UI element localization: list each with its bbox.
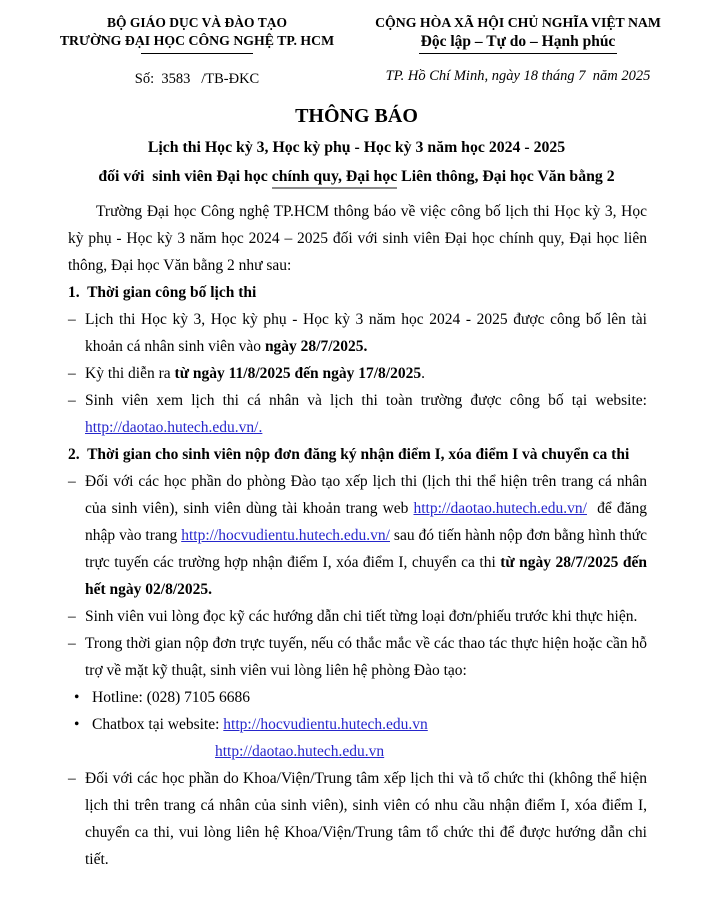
text-segment: Sinh viên xem lịch thi cá nhân và lịch thi toàn trường được công bố tại website: xyxy=(85,392,647,409)
list-item xyxy=(68,630,647,684)
dash-marker: – xyxy=(68,365,76,382)
subtitle-line1: Lịch thi Học kỳ 3, Học kỳ phụ - Học kỳ 3 năm học 2024 - 2025 xyxy=(147,139,566,156)
place-date-line: TP. Hồ Chí Minh, ngày 18 tháng 7 năm 2025 xyxy=(385,68,651,84)
hocvudientu-website-link[interactable]: http://hocvudientu.hutech.edu.vn xyxy=(223,716,428,733)
list-item-text xyxy=(85,630,647,684)
list-item-text xyxy=(85,603,647,630)
text-segment: đối với sinh viên Đại học xyxy=(98,168,272,185)
list-item xyxy=(68,387,647,441)
national-header-block xyxy=(353,14,683,88)
text-segment: ngày 28/7/2025. xyxy=(264,338,368,355)
text-segment: chính quy, Đại học xyxy=(272,168,398,189)
document-title: THÔNG BÁO xyxy=(295,105,418,127)
section-1-heading: 1. Thời gian công bố lịch thi xyxy=(68,284,257,301)
text-segment: từ ngày 28/7/2025 đến hết ngày 02/8/2025. xyxy=(85,554,647,598)
text-segment: Đối với các học phần do phòng Đào tạo xếp lịch thi (lịch thi thể hiện trên trang cá nhân của sinh viên), sinh viên dùng tài khoản trang web xyxy=(85,473,647,517)
intro-paragraph xyxy=(68,198,647,279)
national-motto-row xyxy=(353,32,683,54)
document-number: Số: 3583 /TB-ĐKC xyxy=(134,71,260,87)
text-segment: Lịch thi Học kỳ 3, Học kỳ phụ - Học kỳ 3 năm học 2024 - 2025 được công bố lên tài khoản cá nhân sinh viên vào xyxy=(85,311,647,355)
text-segment: Chatbox tại website: xyxy=(92,716,224,733)
subtitle-line2 xyxy=(0,165,713,189)
bullet-marker: • xyxy=(74,716,80,733)
text-segment: Liên thông, Đại học Văn bằng 2 xyxy=(397,168,615,185)
text-segment: Trong thời gian nộp đơn trực tuyến, nếu có thắc mắc về các thao tác thực hiện hoặc cần hỗ trợ về mặt kỹ thuật, sinh viên vui lòng liên hệ phòng Đào tạo: xyxy=(85,635,647,679)
daotao-website-link[interactable]: http://daotao.hutech.edu.vn/. xyxy=(85,419,263,436)
list-item xyxy=(68,765,647,873)
section-2-heading: 2. Thời gian cho sinh viên nộp đơn đăng ký nhận điểm I, xóa điểm I và chuyển ca thi xyxy=(68,446,630,463)
bullet-item-chatbox xyxy=(68,711,647,738)
document-body xyxy=(0,189,713,873)
text-segment: . xyxy=(421,365,425,382)
dash-marker: – xyxy=(68,392,76,409)
text-segment: Sinh viên vui lòng đọc kỹ các hướng dẫn chi tiết từng loại đơn/phiếu trước khi thực hiện. xyxy=(85,608,638,625)
text-segment: sau đó tiến hành nộp đơn bằng hình thức trực tuyến các trường hợp nhận điểm I, xóa điểm I, chuyển ca thi xyxy=(85,527,647,571)
bullet-item-text xyxy=(92,684,647,711)
dash-marker: – xyxy=(68,311,76,328)
text-segment: Hotline: (028) 7105 6686 xyxy=(92,689,250,706)
bullet-marker: • xyxy=(74,689,80,706)
list-item-text xyxy=(85,387,647,441)
text-segment: Kỳ thi diễn ra xyxy=(85,365,175,382)
list-item xyxy=(68,306,647,360)
text-segment: Đối với các học phần do Khoa/Viện/Trung tâm xếp lịch thi và tổ chức thi (không thể hiện lịch thi trên trang cá nhân của sinh viên), sinh viên có nhu cầu nhận điểm I, xóa điểm I, chuyển ca thi, vui lòng liên hệ Khoa/Viện/Trung tâm tổ chức thi để được hướng dẫn chi tiết. xyxy=(85,770,647,868)
list-item-text xyxy=(85,306,647,360)
hocvudientu-website-link[interactable]: http://hocvudientu.hutech.edu.vn/ xyxy=(181,527,390,544)
list-item xyxy=(68,468,647,603)
list-item xyxy=(68,603,647,630)
university-name: TRƯỜNG ĐẠI HỌC CÔNG NGHỆ TP. HCM xyxy=(59,33,335,48)
header-rule xyxy=(141,53,253,54)
bullet-item-hotline xyxy=(68,684,647,711)
list-item-text xyxy=(85,468,647,603)
issuing-authority-block xyxy=(52,14,342,88)
document-header xyxy=(0,0,713,88)
ministry-name: BỘ GIÁO DỤC VÀ ĐÀO TẠO xyxy=(107,15,287,30)
secondary-link-line xyxy=(215,738,647,765)
list-item-text xyxy=(85,765,647,873)
text-segment: Trường Đại học Công nghệ TP.HCM thông báo về việc công bố lịch thi Học kỳ 3, Học kỳ phụ - Học kỳ 3 năm học 2024 – 2025 đối với sinh viên Đại học chính quy, Đại học liên thông, Đại học Văn bằng 2 như sau: xyxy=(68,203,647,274)
national-motto: Độc lập – Tự do – Hạnh phúc xyxy=(419,32,618,54)
dash-marker: – xyxy=(68,473,76,490)
daotao-website-link[interactable]: http://daotao.hutech.edu.vn/ xyxy=(413,500,587,517)
text-segment: để đăng nhập vào trang xyxy=(85,500,647,544)
dash-marker: – xyxy=(68,635,76,652)
dash-marker: – xyxy=(68,770,76,787)
bullet-item-text xyxy=(92,711,647,738)
text-segment: từ ngày 11/8/2025 đến ngày 17/8/2025 xyxy=(174,365,422,382)
dash-marker: – xyxy=(68,608,76,625)
list-item-text xyxy=(85,360,647,387)
national-title: CỘNG HÒA XÃ HỘI CHỦ NGHĨA VIỆT NAM xyxy=(375,15,661,30)
daotao-website-link[interactable]: http://daotao.hutech.edu.vn xyxy=(215,743,385,760)
list-item xyxy=(68,360,647,387)
